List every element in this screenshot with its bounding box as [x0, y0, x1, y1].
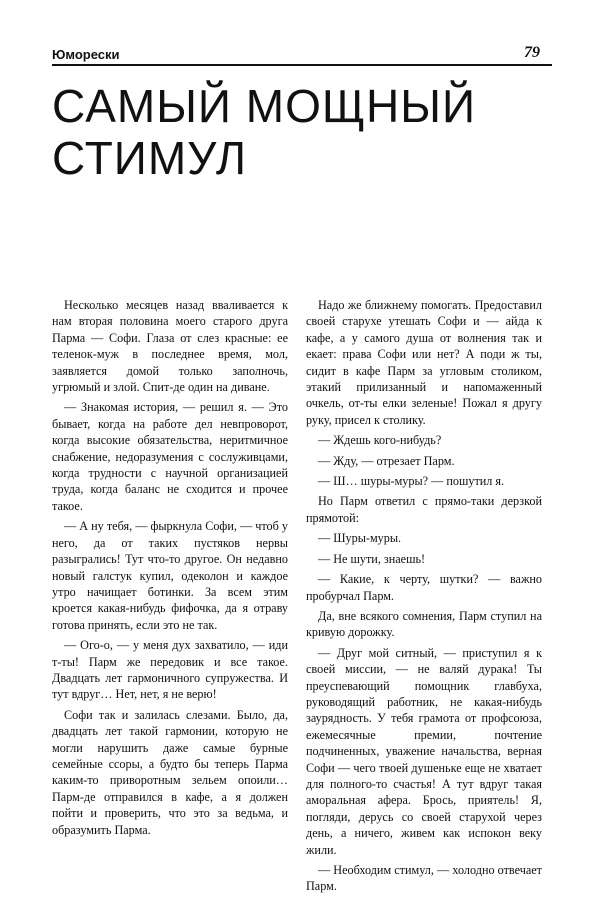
paragraph: — Необходим стимул, — холодно отвечает Парм. — [306, 863, 542, 894]
page-number: 79 — [524, 44, 540, 61]
paragraph: — Ш… шуры-муры? — пошутил я. — [318, 474, 505, 489]
paragraph: Несколько месяцев назад вваливается к нам вторая половина моего старого друга Парма — Софи. Глаза от слез красные: ее теленок-муж в последнее время, мол, заявляется домой только заполночь, угрюмый и злой. Спит-де один на диване. — [52, 298, 288, 395]
article-title: САМЫЙ МОЩНЫЙ СТИМУЛ — [52, 80, 477, 184]
header-divider — [52, 64, 552, 66]
paragraph: Надо же ближнему помогать. Предоставил своей старухе утешать Софи и — айда к кафе, а у самого душа от волнения так и екает: права Софи или нет? А поди ж ты, сидит в кафе Парм за угловым столиком, этакий прилизанный и напомаженный очкель, от-ты елки зеленые! Пожал я другу руку, присел к столику. — [306, 298, 542, 427]
paragraph: — Знакомая история, — решил я. — Это бывает, когда на работе дел невпроворот, когда высокие обязательства, неритмичное снабжение, недоразумения с сослуживцами, когда трудности с научной организацией труда, когда баланс не сходится и прочее такое. — [52, 400, 288, 513]
paragraph: — Ждешь кого-нибудь? — [318, 433, 442, 448]
paragraph: Софи так и залилась слезами. Было, да, двадцать лет такой гармонии, которую не могли нарушить даже самые бурные семейные ссоры, а будто бы теперь Парма каким-то приворотным зельем опоили… Парм-де отправился в кафе, а я должен пойти и проверить, что это за ведьма, и образумить Парма. — [52, 707, 288, 837]
paragraph: — Шуры-муры. — [318, 531, 402, 546]
left-text-column — [52, 297, 288, 842]
paragraph: Да, вне всякого сомнения, Парм ступил на кривую дорожку. — [306, 608, 542, 640]
paragraph: — Ого-о, — у меня дух захватило, — иди т-ты! Парм же передовик и все такое. Двадцать лет гармоничного супружества. И тут вдруг… Нет, нет, я не верю! — [52, 638, 288, 702]
paragraph: Но Парм ответил с прямо-таки дерзкой прямотой: — [306, 494, 542, 525]
paragraph: — Не шути, знаешь! — [318, 551, 426, 566]
paragraph: — Друг мой ситный, — приступил я к своей миссии, — не валяй дурака! Ты преуспевающий помощник главбуха, руководящий работник, не какая-нибудь заурядность. У тебя грамота от профсоюза, ежемесячные премии, почтение подчиненных, уважение начальства, верная Софи — чего твоей душеньке еще не хватает для полного-то счастья! А тут вдруг такая аморальная афера. Брось, приятель! Я, погляди, дерусь со своей старухой через день, а ничего, живем как испокон веку жили. — [306, 645, 542, 857]
running-header-section: Юморески — [52, 47, 120, 62]
paragraph: — Какие, к черту, шутки? — важно пробурчал Парм. — [306, 572, 542, 603]
paragraph: — Жду, — отрезает Парм. — [318, 453, 455, 468]
right-text-column — [306, 297, 542, 899]
paragraph: — А ну тебя, — фыркнула Софи, — чтоб у него, да от таких пустяков нервы разыгрались! Тут что-то другое. Он недавно новый галстук купил, одеколон и каждое утро начищает ботинки. За всем этим кроется какая-нибудь фифочка, да я отраву готова принять, если это не так. — [52, 519, 288, 632]
